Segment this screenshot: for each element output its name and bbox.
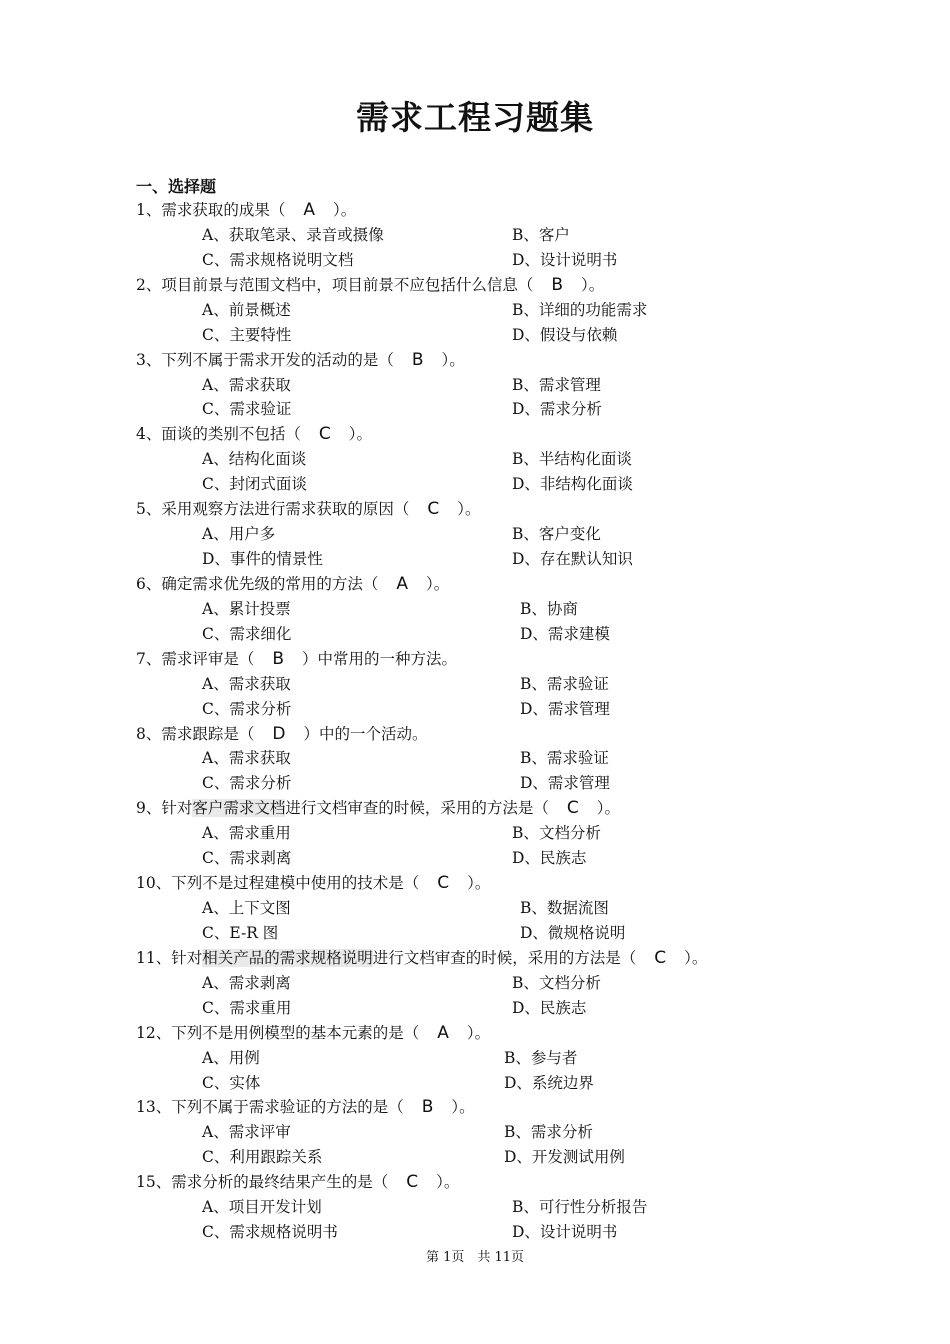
- option-item: C、需求细化: [202, 624, 292, 643]
- option-item: C、E-R 图: [202, 923, 279, 942]
- question-text: 13、下列不属于需求验证的方法的是（: [136, 1098, 404, 1117]
- option-item: B、参与者: [504, 1048, 578, 1067]
- question-text: ）。: [457, 500, 481, 519]
- option-item: B、数据流图: [520, 899, 609, 918]
- option-item: A、获取笔录、录音或摄像: [202, 225, 384, 244]
- question-text: 6、确定需求优先级的常用的方法（: [136, 574, 379, 593]
- option-item: A、用例: [202, 1048, 260, 1067]
- option-item: B、需求验证: [520, 749, 609, 768]
- option-item: C、封闭式面谈: [202, 475, 307, 494]
- highlighted-text: 相关产品的需求规格说明: [202, 948, 373, 967]
- question-text: 4、面谈的类别不包括（: [136, 425, 301, 444]
- question-stem: [136, 1171, 459, 1193]
- option-item: B、文档分析: [512, 973, 601, 992]
- question-text: 8、需求跟踪是（: [136, 724, 255, 743]
- option-item: D、民族志: [512, 849, 587, 868]
- question-text: 3、下列不属于需求开发的活动的是（: [136, 350, 394, 369]
- section-heading: 一、选择题: [136, 177, 217, 196]
- answer-letter: C: [406, 1172, 419, 1193]
- question-text: ）。: [451, 1098, 475, 1117]
- question-stem: [136, 872, 490, 894]
- question-text: 5、采用观察方法进行需求获取的原因（: [136, 500, 410, 519]
- option-item: A、上下文图: [202, 899, 291, 918]
- page-title: 需求工程习题集: [356, 98, 594, 137]
- option-item: C、需求剥离: [202, 849, 292, 868]
- option-item: A、需求获取: [202, 375, 291, 394]
- question-stem: [136, 648, 457, 670]
- option-item: A、需求评审: [202, 1123, 291, 1142]
- option-item: B、客户: [512, 225, 570, 244]
- question-stem: [136, 1096, 475, 1118]
- option-item: D、非结构化面谈: [512, 475, 633, 494]
- option-item: A、需求获取: [202, 674, 291, 693]
- highlighted-text: 客户需求文档: [192, 799, 286, 818]
- option-item: D、事件的情景性: [202, 550, 323, 569]
- question-text: ）。: [581, 275, 605, 294]
- option-item: B、需求分析: [504, 1123, 593, 1142]
- option-item: D、开发测试用例: [504, 1148, 625, 1167]
- answer-letter: C: [566, 798, 579, 819]
- question-text: ）中常用的一种方法。: [302, 649, 458, 668]
- option-item: D、民族志: [512, 998, 587, 1017]
- option-item: C、实体: [202, 1073, 261, 1092]
- question-stem: [136, 797, 620, 819]
- question-stem: [136, 1022, 490, 1044]
- option-item: D、需求管理: [520, 699, 610, 718]
- option-item: B、协商: [520, 599, 578, 618]
- option-item: D、微规格说明: [520, 923, 626, 942]
- question-stem: [136, 723, 427, 745]
- question-text: ）。: [596, 799, 621, 818]
- question-text: 15、需求分析的最终结果产生的是（: [136, 1173, 389, 1192]
- question-text: 11、针对: [136, 948, 203, 967]
- option-item: C、需求重用: [202, 998, 292, 1017]
- answer-letter: C: [318, 424, 331, 445]
- question-text: ）。: [441, 350, 465, 369]
- page-footer: 第 1页 共 11页: [425, 1250, 525, 1265]
- question-stem: [136, 947, 707, 969]
- option-item: A、结构化面谈: [202, 450, 307, 469]
- question-stem: [136, 498, 481, 520]
- question-text: ）。: [684, 948, 708, 967]
- option-item: C、需求规格说明文档: [202, 250, 354, 269]
- question-stem: [136, 423, 372, 445]
- option-item: D、需求管理: [520, 774, 610, 793]
- question-text: ）。: [467, 874, 491, 893]
- answer-letter: A: [396, 573, 409, 594]
- answer-letter: C: [437, 873, 450, 894]
- option-item: C、需求验证: [202, 400, 292, 419]
- question-text: 进行文档审查的时候，采用的方法是（: [285, 799, 549, 818]
- question-text: 9、针对: [136, 799, 193, 818]
- option-item: A、需求重用: [202, 824, 291, 843]
- answer-letter: D: [272, 723, 286, 744]
- option-item: C、需求分析: [202, 774, 292, 793]
- question-text: 10、下列不是过程建模中使用的技术是（: [136, 874, 420, 893]
- question-text: ）。: [466, 1023, 491, 1042]
- option-item: C、需求分析: [202, 699, 292, 718]
- question-text: ）。: [348, 425, 373, 444]
- option-item: D、需求分析: [512, 400, 602, 419]
- answer-letter: A: [437, 1022, 449, 1043]
- answer-letter: C: [654, 947, 667, 968]
- question-text: ）。: [333, 201, 357, 219]
- question-stem: [136, 349, 465, 371]
- option-item: B、客户变化: [512, 525, 601, 544]
- question-text: 2、项目前景与范围文档中，项目前景不应包括什么信息（: [136, 275, 534, 294]
- question-stem: [136, 573, 449, 595]
- answer-letter: A: [303, 200, 316, 220]
- question-text: 1、需求获取的成果（: [136, 201, 286, 219]
- option-item: B、文档分析: [512, 824, 601, 843]
- option-item: A、累计投票: [202, 599, 291, 618]
- option-item: D、存在默认知识: [512, 550, 633, 569]
- option-item: C、利用跟踪关系: [202, 1148, 323, 1167]
- question-stem: [136, 199, 356, 221]
- question-stem: [136, 274, 604, 296]
- option-item: A、需求剥离: [202, 973, 291, 992]
- answer-letter: B: [551, 274, 564, 295]
- option-item: B、详细的功能需求: [512, 300, 648, 319]
- option-item: C、需求规格说明书: [202, 1223, 338, 1242]
- question-text: 进行文档审查的时候，采用的方法是（: [372, 948, 637, 967]
- option-item: A、需求获取: [202, 749, 291, 768]
- option-item: A、前景概述: [202, 300, 291, 319]
- option-item: B、半结构化面谈: [512, 450, 632, 469]
- question-text: ）。: [436, 1173, 460, 1192]
- option-item: B、需求管理: [512, 375, 601, 394]
- question-text: ）。: [426, 574, 450, 593]
- option-item: D、设计说明书: [512, 250, 618, 269]
- option-item: A、项目开发计划: [202, 1198, 322, 1217]
- option-item: D、假设与依赖: [512, 325, 618, 344]
- option-item: B、需求验证: [520, 674, 609, 693]
- question-text: 7、需求评审是（: [136, 649, 255, 668]
- option-item: A、用户多: [202, 525, 276, 544]
- option-item: D、需求建模: [520, 624, 610, 643]
- answer-letter: B: [411, 349, 424, 370]
- answer-letter: B: [272, 648, 285, 669]
- answer-letter: B: [421, 1097, 434, 1118]
- answer-letter: C: [427, 499, 440, 520]
- question-text: ）中的一个活动。: [303, 724, 428, 743]
- option-item: B、可行性分析报告: [512, 1198, 648, 1217]
- question-text: 12、下列不是用例模型的基本元素的是（: [136, 1023, 420, 1042]
- option-item: D、设计说明书: [512, 1223, 618, 1242]
- option-item: D、系统边界: [504, 1073, 594, 1092]
- option-item: C、主要特性: [202, 325, 292, 344]
